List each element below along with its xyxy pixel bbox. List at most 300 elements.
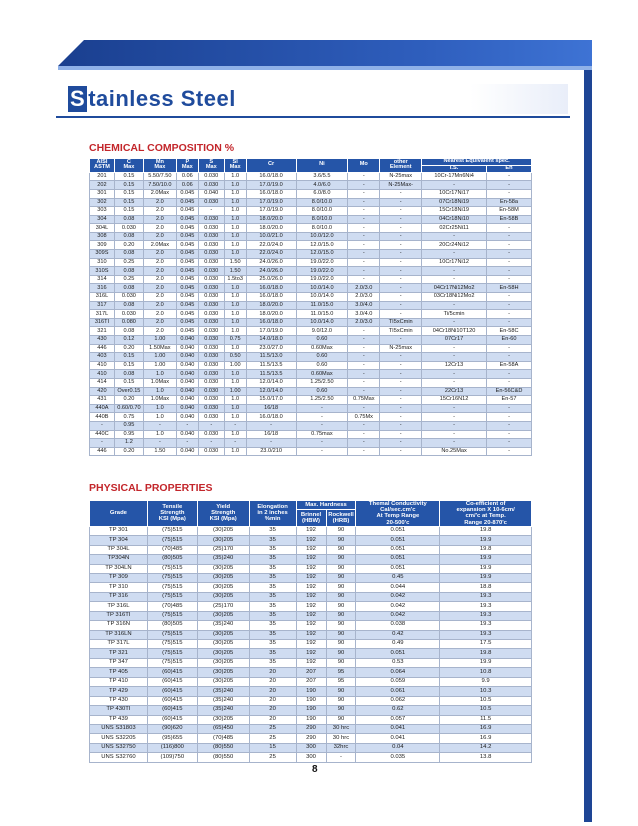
table-cell: 90: [326, 564, 356, 573]
table-cell: 19.9: [440, 555, 532, 564]
table-cell: 12Cr13: [422, 361, 487, 370]
table-cell: 2.0/3.0: [348, 284, 380, 293]
table-cell: 0.045: [176, 241, 198, 250]
table-cell: -: [90, 439, 115, 448]
table-cell: 30 hrc: [326, 734, 356, 743]
table-cell: 0.08: [114, 250, 143, 259]
table-cell: 3.0/4.0: [348, 301, 380, 310]
table-cell: -: [422, 250, 487, 259]
table-cell: -: [380, 447, 422, 456]
table-cell: 1.50: [224, 267, 246, 276]
table-cell: (25)170: [197, 545, 249, 554]
table-cell: 0.044: [356, 583, 440, 592]
table-cell: -: [348, 198, 380, 207]
table-cell: TP 309: [90, 573, 148, 582]
table-row: [90, 232, 532, 241]
table-cell: (80)505: [147, 555, 197, 564]
table-cell: 0.040: [198, 189, 224, 198]
table-cell: 440A: [90, 404, 115, 413]
table-cell: 90: [326, 621, 356, 630]
table-cell: 0.035: [356, 753, 440, 762]
table-cell: 192: [296, 573, 326, 582]
table-cell: -: [380, 293, 422, 302]
table-cell: 1.0: [224, 447, 246, 456]
table-cell: 35: [249, 602, 296, 611]
table-cell: -: [487, 378, 532, 387]
table-cell: 16.0/18.0: [246, 413, 296, 422]
table-cell: 9.0/12.0: [296, 327, 348, 336]
table-cell: 0.08: [114, 267, 143, 276]
table-cell: 1.0: [224, 301, 246, 310]
table-cell: -: [296, 413, 348, 422]
table-row: [90, 555, 532, 564]
table-cell: 24.0/26.0: [246, 258, 296, 267]
table-cell: 192: [296, 583, 326, 592]
table-cell: 16/18: [246, 404, 296, 413]
table-cell: (30)205: [197, 583, 249, 592]
table-cell: 0.95: [114, 421, 143, 430]
table-cell: 0.20: [114, 447, 143, 456]
table-cell: (30)205: [197, 649, 249, 658]
table-cell: (60)415: [147, 715, 197, 724]
table-cell: 0.045: [176, 215, 198, 224]
table-cell: 0.030: [198, 293, 224, 302]
table-cell: -: [380, 336, 422, 345]
table-cell: TP 316TI: [90, 611, 148, 620]
table-cell: 17.0/19.0: [246, 198, 296, 207]
table-cell: 0.045: [176, 258, 198, 267]
table-cell: 35: [249, 649, 296, 658]
table-cell: 302: [90, 198, 115, 207]
th-elongation: Elongation in 2 inches %min: [249, 501, 296, 527]
table-row: [90, 696, 532, 705]
table-cell: 0.60Max: [296, 344, 348, 353]
table-row: [90, 404, 532, 413]
table-cell: (75)515: [147, 630, 197, 639]
table-cell: 19.3: [440, 630, 532, 639]
table-cell: 207: [296, 677, 326, 686]
table-cell: 35: [249, 573, 296, 582]
table-cell: (30)205: [197, 630, 249, 639]
th-p: P Max: [176, 159, 198, 173]
table-cell: N-25Max-: [380, 181, 422, 190]
table-cell: (35)240: [197, 621, 249, 630]
table-cell: 14.2: [440, 743, 532, 752]
table-cell: 192: [296, 649, 326, 658]
table-cell: 0.08: [114, 327, 143, 336]
table-cell: -: [348, 241, 380, 250]
table-cell: 90: [326, 526, 356, 535]
table-row: [90, 583, 532, 592]
table-cell: 2.0: [143, 284, 176, 293]
table-cell: 430: [90, 336, 115, 345]
table-cell: 192: [296, 555, 326, 564]
table-cell: 0.059: [356, 677, 440, 686]
table-cell: -: [176, 439, 198, 448]
table-cell: (75)515: [147, 536, 197, 545]
table-cell: 0.15: [114, 189, 143, 198]
table-cell: (75)515: [147, 573, 197, 582]
table-cell: 0.030: [198, 378, 224, 387]
table-cell: 1.50: [143, 447, 176, 456]
table-cell: 6.0/8.0: [296, 189, 348, 198]
table-cell: 90: [326, 592, 356, 601]
table-cell: En-58a: [487, 198, 532, 207]
table-cell: -: [246, 439, 296, 448]
table-cell: -: [422, 232, 487, 241]
table-cell: 0.030: [198, 361, 224, 370]
table-cell: 90: [326, 545, 356, 554]
chemical-composition-table: [89, 158, 532, 456]
table-cell: 16.0/18.0: [246, 318, 296, 327]
table-cell: 10.0/14.0: [296, 318, 348, 327]
table-cell: 0.080: [114, 318, 143, 327]
table-cell: 0.038: [356, 621, 440, 630]
table-cell: -: [422, 421, 487, 430]
table-cell: (35)240: [197, 696, 249, 705]
table-row: [90, 318, 532, 327]
th-mn: Mn Max: [143, 159, 176, 173]
table-cell: -: [348, 207, 380, 216]
table-cell: 90: [326, 687, 356, 696]
table-cell: 0.030: [198, 258, 224, 267]
table-cell: 25: [249, 734, 296, 743]
table-cell: 16.0/18.0: [246, 293, 296, 302]
table-cell: 446: [90, 447, 115, 456]
th-conductivity: Themal Conductivity Cal/sec.cm'c At Temp Range 20-500'c: [356, 501, 440, 527]
table-cell: 0.045: [176, 267, 198, 276]
title-fade: [470, 84, 568, 114]
table-cell: 90: [326, 696, 356, 705]
table-cell: 309: [90, 241, 115, 250]
table-cell: 0.030: [198, 318, 224, 327]
table-cell: 12.0/15.0: [296, 250, 348, 259]
th-grade: Grade: [90, 501, 148, 527]
table-cell: (30)205: [197, 564, 249, 573]
right-edge-bar: [584, 70, 592, 822]
table-cell: 0.15: [114, 361, 143, 370]
table-cell: 95: [326, 668, 356, 677]
table-row: [90, 439, 532, 448]
table-cell: 0.040: [176, 430, 198, 439]
table-cell: 12.0/14.0: [246, 387, 296, 396]
table-cell: 8.0/10.0: [296, 198, 348, 207]
table-cell: 20Cr24Ni12: [422, 241, 487, 250]
table-cell: 192: [296, 526, 326, 535]
table-cell: 440C: [90, 430, 115, 439]
table-cell: 0.08: [114, 215, 143, 224]
table-cell: 1.00: [143, 336, 176, 345]
table-cell: 95: [326, 677, 356, 686]
th-s: S Max: [198, 159, 224, 173]
table-row: [90, 310, 532, 319]
table-cell: 0.045: [176, 250, 198, 259]
table-cell: 0.045: [176, 207, 198, 216]
table-cell: 90: [326, 583, 356, 592]
table-cell: 2.0: [143, 327, 176, 336]
table-cell: 2.0Max: [143, 241, 176, 250]
table-cell: 0.040: [176, 413, 198, 422]
table-cell: En-58B: [487, 215, 532, 224]
table-cell: -: [380, 404, 422, 413]
table-cell: 0.064: [356, 668, 440, 677]
table-cell: 90: [326, 715, 356, 724]
table-cell: TP 316L: [90, 602, 148, 611]
table-row: [90, 336, 532, 345]
table-cell: -: [380, 353, 422, 362]
table-cell: 1.0: [224, 198, 246, 207]
table-cell: 11.5/13.0: [246, 353, 296, 362]
table-cell: 10.0/12.0: [296, 232, 348, 241]
table-row: [90, 172, 532, 181]
table-cell: 22Cr13: [422, 387, 487, 396]
table-cell: 0.030: [114, 224, 143, 233]
table-cell: 0.15: [114, 181, 143, 190]
table-cell: 0.030: [198, 275, 224, 284]
table-row: [90, 301, 532, 310]
table-cell: 0.15: [114, 207, 143, 216]
table-cell: (35)240: [197, 687, 249, 696]
table-cell: 1.0: [224, 327, 246, 336]
table-cell: 90: [326, 706, 356, 715]
table-cell: 446: [90, 344, 115, 353]
table-cell: 35: [249, 630, 296, 639]
table-cell: TP 316N: [90, 621, 148, 630]
table-cell: 10.0/14.0: [296, 293, 348, 302]
table-cell: -: [348, 258, 380, 267]
table-cell: -: [487, 353, 532, 362]
table-cell: 0.042: [356, 592, 440, 601]
table-row: [90, 327, 532, 336]
table-cell: -: [487, 404, 532, 413]
table-cell: 18.0/20.0: [246, 301, 296, 310]
table-cell: -: [296, 404, 348, 413]
table-cell: -: [348, 353, 380, 362]
table-cell: -: [296, 447, 348, 456]
table-cell: 1.0: [224, 172, 246, 181]
table-cell: 1.0: [143, 413, 176, 422]
table-cell: 18.0/20.0: [246, 224, 296, 233]
table-cell: 0.042: [356, 611, 440, 620]
table-cell: -: [487, 267, 532, 276]
table-cell: -: [422, 353, 487, 362]
table-row: [90, 640, 532, 649]
table-cell: 0.042: [356, 602, 440, 611]
table-cell: -: [487, 293, 532, 302]
table-row: [90, 258, 532, 267]
table-cell: -: [487, 413, 532, 422]
table-cell: 15.0/17.0: [246, 396, 296, 405]
table-cell: N-25max: [380, 172, 422, 181]
table-cell: 10.3: [440, 687, 532, 696]
table-cell: 04Cr18Ni10: [422, 215, 487, 224]
table-cell: (30)205: [197, 536, 249, 545]
table-cell: 0.061: [356, 687, 440, 696]
table-cell: (70)485: [147, 545, 197, 554]
table-cell: 0.051: [356, 545, 440, 554]
th-si: SI Max: [224, 159, 246, 173]
table-cell: 18.8: [440, 583, 532, 592]
table-row: [90, 275, 532, 284]
table-cell: 12.0/14.0: [246, 378, 296, 387]
table-cell: 15Cr18Ni19: [422, 207, 487, 216]
table-cell: (70)485: [147, 602, 197, 611]
table-cell: En-58A: [487, 361, 532, 370]
table-cell: 192: [296, 658, 326, 667]
table-cell: -: [380, 215, 422, 224]
table-cell: -: [348, 387, 380, 396]
table-cell: 23.0/210: [246, 447, 296, 456]
table-cell: TP 321: [90, 649, 148, 658]
table-cell: 11.5/13.5: [246, 370, 296, 379]
table-row: [90, 387, 532, 396]
table-cell: 10.0/21.0: [246, 232, 296, 241]
table-cell: (75)515: [147, 649, 197, 658]
table-cell: 2.0/3.0: [348, 293, 380, 302]
table-cell: (80)550: [197, 753, 249, 762]
table-cell: -: [422, 181, 487, 190]
table-cell: 304: [90, 215, 115, 224]
table-cell: 201: [90, 172, 115, 181]
table-cell: -: [422, 378, 487, 387]
table-cell: 0.60: [296, 353, 348, 362]
table-cell: -: [487, 421, 532, 430]
table-cell: -: [422, 370, 487, 379]
table-cell: 0.45: [356, 573, 440, 582]
table-cell: 4.0/6.0: [296, 181, 348, 190]
table-row: [90, 215, 532, 224]
table-cell: -: [90, 421, 115, 430]
table-cell: 0.030: [198, 396, 224, 405]
table-cell: -: [487, 447, 532, 456]
table-cell: -: [422, 275, 487, 284]
table-cell: 8.0/10.0: [296, 224, 348, 233]
table-row: [90, 198, 532, 207]
table-cell: 1.0: [224, 310, 246, 319]
table-cell: 317: [90, 301, 115, 310]
table-cell: 0.030: [114, 293, 143, 302]
table-cell: 16.9: [440, 734, 532, 743]
table-cell: 310: [90, 258, 115, 267]
table-cell: 308: [90, 232, 115, 241]
table-cell: -: [487, 301, 532, 310]
table-cell: 0.051: [356, 536, 440, 545]
title-underline: [56, 116, 570, 118]
table-cell: 1.0: [224, 241, 246, 250]
table-cell: 0.030: [198, 430, 224, 439]
table-cell: 1.0: [224, 293, 246, 302]
table-cell: -: [487, 258, 532, 267]
table-cell: 301: [90, 189, 115, 198]
table-cell: 13.8: [440, 753, 532, 762]
table-cell: -: [422, 404, 487, 413]
table-cell: 0.040: [176, 396, 198, 405]
table-cell: -: [380, 258, 422, 267]
table-cell: 20: [249, 677, 296, 686]
table-row: [90, 370, 532, 379]
table-cell: 303: [90, 207, 115, 216]
table-cell: 0.030: [198, 172, 224, 181]
table-cell: 19.8: [440, 649, 532, 658]
table-cell: 192: [296, 536, 326, 545]
title-rest: tainless Steel: [88, 86, 236, 111]
table-cell: 9.9: [440, 677, 532, 686]
table-cell: (109)750: [147, 753, 197, 762]
table-cell: -: [380, 232, 422, 241]
table-cell: 18.0/20.0: [246, 310, 296, 319]
table-cell: 0.030: [198, 310, 224, 319]
table-cell: 90: [326, 658, 356, 667]
table-cell: 19.9: [440, 573, 532, 582]
table-cell: -: [380, 224, 422, 233]
table-cell: 5.50/7.50: [143, 172, 176, 181]
table-cell: 0.045: [176, 275, 198, 284]
table-cell: TP 316: [90, 592, 148, 601]
table-cell: TP 304LN: [90, 564, 148, 573]
table-cell: 314: [90, 275, 115, 284]
table-cell: -: [487, 224, 532, 233]
table-cell: 309S: [90, 250, 115, 259]
table-cell: 2.0: [143, 224, 176, 233]
table-cell: TP 304L: [90, 545, 148, 554]
table-cell: 0.08: [114, 301, 143, 310]
table-cell: (30)205: [197, 611, 249, 620]
table-cell: 18.0/20.0: [246, 215, 296, 224]
table-cell: 0.030: [198, 198, 224, 207]
table-cell: 0.06: [176, 181, 198, 190]
table-cell: 1.5to3: [224, 275, 246, 284]
table-cell: 3.6/5.5: [296, 172, 348, 181]
table-cell: 90: [326, 536, 356, 545]
page-title: [68, 86, 236, 112]
table-cell: 2.0/3.0: [348, 318, 380, 327]
table-cell: -: [487, 181, 532, 190]
table-cell: UNS S32750: [90, 743, 148, 752]
chemical-table-body: [90, 172, 532, 456]
table-cell: 1.0Max: [143, 396, 176, 405]
table-cell: 316TI: [90, 318, 115, 327]
table-cell: 0.15: [114, 198, 143, 207]
table-cell: TP 430: [90, 696, 148, 705]
table-cell: TP 317L: [90, 640, 148, 649]
table-row: [90, 267, 532, 276]
table-cell: 410: [90, 370, 115, 379]
table-row: [90, 536, 532, 545]
table-cell: -: [380, 284, 422, 293]
th-yield: Yield Strength KSI (Mpa): [197, 501, 249, 527]
table-cell: -: [487, 172, 532, 181]
table-cell: (30)205: [197, 640, 249, 649]
table-cell: 90: [326, 630, 356, 639]
table-cell: 0.75Max: [348, 396, 380, 405]
table-cell: 300: [296, 743, 326, 752]
th-rockwell: Rockwell (HRB): [326, 510, 356, 527]
table-cell: 207: [296, 668, 326, 677]
table-row: [90, 677, 532, 686]
table-cell: 414: [90, 378, 115, 387]
table-cell: 1.0: [143, 387, 176, 396]
table-cell: (70)485: [197, 734, 249, 743]
table-cell: No.25Max: [422, 447, 487, 456]
table-cell: 20: [249, 668, 296, 677]
table-cell: 11.0/15.0: [296, 310, 348, 319]
table-cell: 35: [249, 536, 296, 545]
th-en: En: [487, 165, 532, 172]
table-cell: -: [348, 224, 380, 233]
table-cell: 1.0: [224, 232, 246, 241]
table-cell: 0.040: [176, 370, 198, 379]
table-cell: 0.08: [114, 232, 143, 241]
